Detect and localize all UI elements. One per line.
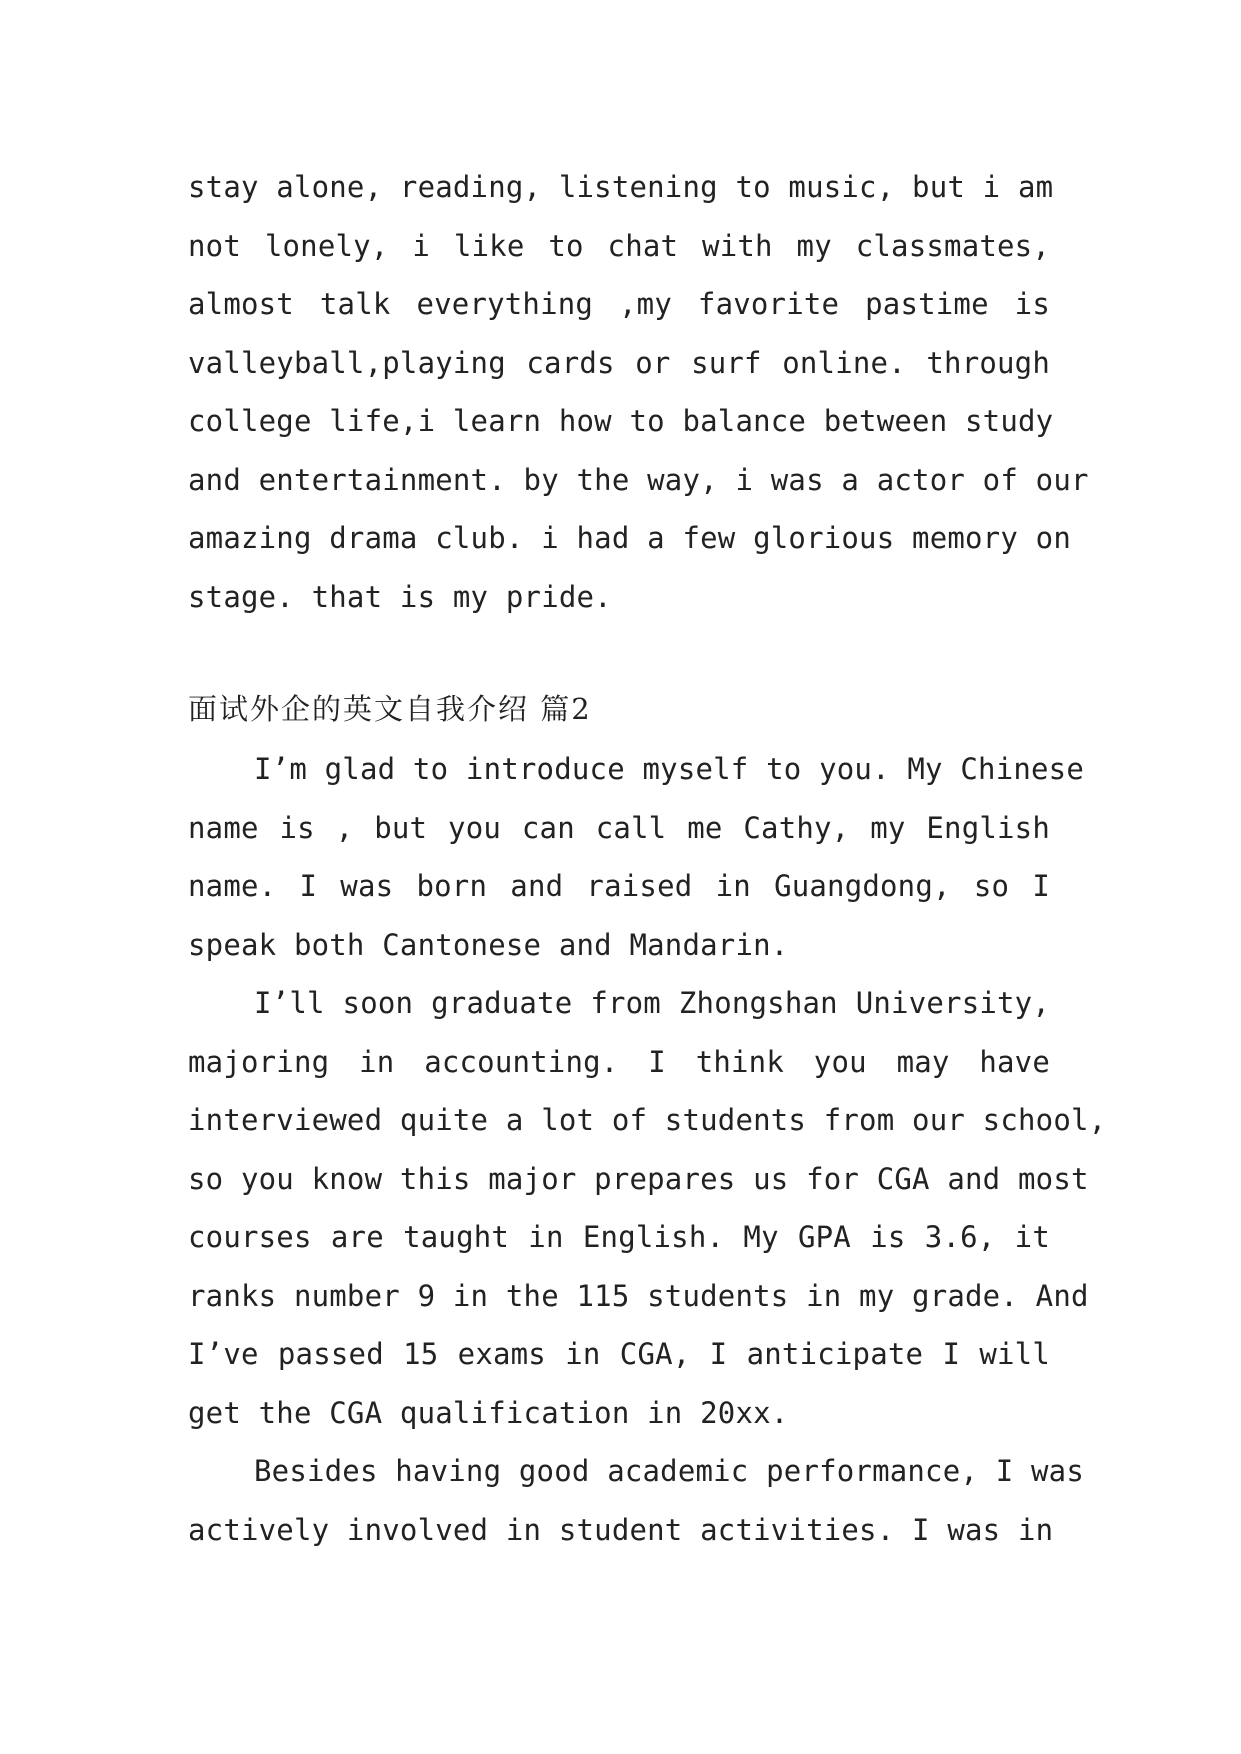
text-line: actively involved in student activities. I was in xyxy=(188,1512,1054,1547)
text-line: I’m glad to introduce myself to you. My Chinese xyxy=(254,752,1084,786)
text-line: amazing drama club. i had a few glorious memory on xyxy=(188,521,1071,555)
text-line: I’ve passed 15 exams in CGA, I anticipate I will xyxy=(188,1337,1050,1371)
text-line: valleyball,playing cards or surf online. through xyxy=(188,345,1050,380)
text-line: courses are taught in English. My GPA is 3.6, it xyxy=(188,1220,1050,1254)
text-line: and entertainment. by the way, i was a actor of our xyxy=(188,462,1089,497)
text-line: Besides having good academic performance, I was xyxy=(254,1454,1084,1488)
text-line: ranks number 9 in the 115 students in my grade. And xyxy=(188,1278,1089,1313)
paragraph-continued xyxy=(188,158,1089,626)
text-line: name is , but you can call me Cathy, my English xyxy=(188,810,1050,845)
text-line: interviewed quite a lot of students from our school, xyxy=(188,1103,1107,1137)
text-line: stage. that is my pride. xyxy=(188,579,612,614)
text-line: not lonely, i like to chat with my classmates, xyxy=(188,228,1050,263)
text-line: speak both Cantonese and Mandarin. xyxy=(188,927,789,962)
text-line: so you know this major prepares us for CGA and most xyxy=(188,1161,1089,1196)
text-line: stay alone, reading, listening to music, but i am xyxy=(188,170,1054,204)
section-heading: 面试外企的英文自我介绍 篇2 xyxy=(188,692,592,726)
text-line: name. I was born and raised in Guangdong, so I xyxy=(188,869,1050,903)
text-line: get the CGA qualification in 20xx. xyxy=(188,1395,789,1430)
text-line: almost talk everything ,my favorite pastime is xyxy=(188,287,1050,321)
text-line: I’ll soon graduate from Zhongshan University, xyxy=(254,986,1050,1020)
text-line: college life,i learn how to balance between study xyxy=(188,404,1054,438)
section-body xyxy=(188,740,1107,1559)
text-line: majoring in accounting. I think you may have xyxy=(188,1044,1050,1079)
